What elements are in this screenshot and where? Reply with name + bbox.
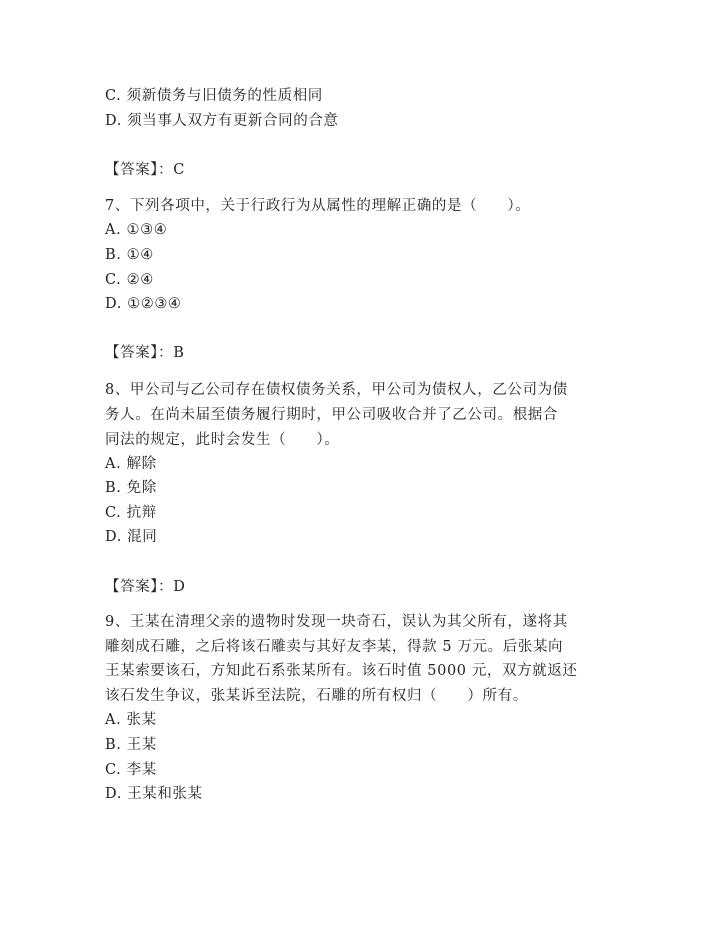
q8-option-a: A. 解除: [105, 456, 157, 472]
q9-option-d: D. 王某和张某: [105, 786, 203, 802]
q8-option-c: C. 抗辩: [105, 505, 157, 521]
q7-option-a: A. ①③④: [105, 222, 168, 238]
q9-option-b: B. 王某: [105, 737, 157, 753]
q9-option-c: C. 李某: [105, 762, 157, 778]
q8-option-d: D. 混同: [105, 529, 158, 545]
q9-stem-line-4: 该石发生争议，张某诉至法院，石雕的所有权归（ ）所有。: [105, 688, 528, 704]
q7-option-d: D. ①②③④: [105, 296, 182, 312]
q9-stem-line-3: 王某索要该石，方知此石系张某所有。该石时值 5000 元，双方就返还: [105, 663, 578, 679]
q7-answer: 【答案】：B: [105, 345, 185, 361]
q9-stem-line-1: 9、王某在清理父亲的遗物时发现一块奇石，误认为其父所有，遂将其: [105, 614, 568, 630]
q9-option-a: A. 张某: [105, 712, 157, 728]
q8-stem-line-2: 务人。在尚未届至债务履行期时，甲公司吸收合并了乙公司。根据合: [105, 407, 558, 423]
q7-stem: 7、下列各项中，关于行政行为从属性的理解正确的是（ ）。: [105, 198, 531, 214]
q8-stem-line-1: 8、甲公司与乙公司存在债权债务关系，甲公司为债权人，乙公司为债: [105, 382, 568, 398]
q7-option-c: C. ②④: [105, 272, 154, 288]
q8-stem-line-3: 同法的规定，此时会发生（ ）。: [105, 432, 340, 448]
q6-answer: 【答案】：C: [105, 162, 185, 178]
q8-option-b: B. 免除: [105, 480, 157, 496]
q9-stem-line-2: 雕刻成石雕，之后将该石雕卖与其好友李某，得款 5 万元。后张某向: [105, 639, 564, 655]
q8-answer: 【答案】：D: [105, 579, 186, 595]
q6-option-d: D. 须当事人双方有更新合同的合意: [105, 113, 339, 129]
q7-option-b: B. ①④: [105, 247, 154, 263]
q6-option-c: C. 须新债务与旧债务的性质相同: [105, 88, 323, 104]
